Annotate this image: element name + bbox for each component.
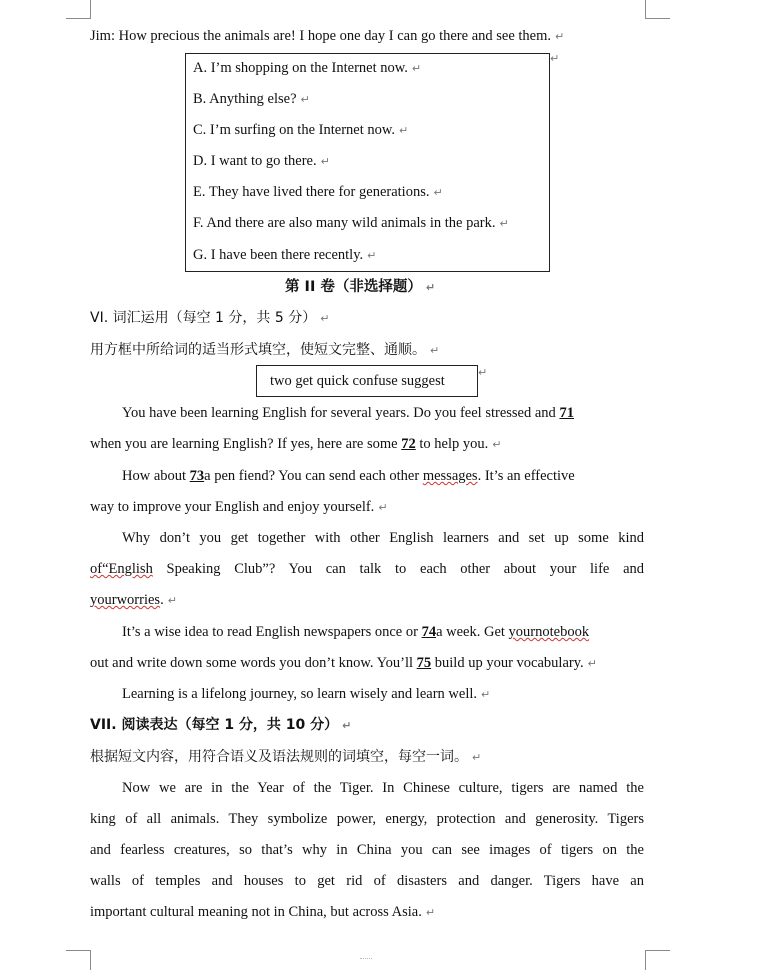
crop-mark-bottom-right xyxy=(645,950,670,970)
passage-6-line-8: It’s a wise idea to read English newspapers once or 74a week. Get yournotebook xyxy=(122,624,590,640)
crop-mark-bottom-left xyxy=(66,950,91,970)
blank-71: 71 xyxy=(559,405,574,421)
passage-6-line-6: of“English Speaking Club”? You can talk to each other about your life and xyxy=(90,561,645,577)
passage-7-line-3: and fearless creatures, so that’s why in China you can see images of tigers on the xyxy=(90,842,644,858)
word-box-end-mark: ↵ xyxy=(478,366,488,379)
passage-6-line-9: out and write down some words you don’t know. You’ll 75 build up your vocabulary. ↵ xyxy=(90,655,597,671)
page-footer-mark xyxy=(360,958,372,963)
dialog-text: Jim: How precious the animals are! I hope one day I can go there and see them. xyxy=(90,28,552,44)
word-box xyxy=(256,365,478,397)
option-a: A. I’m shopping on the Internet now. ↵ xyxy=(193,60,422,76)
passage-7-line-2: king of all animals. They symbolize power, energy, protection and generosity. Tigers xyxy=(90,811,644,827)
passage-7-line-4: walls of temples and houses to get rid of disasters and danger. Tigers have an xyxy=(90,873,644,889)
crop-mark-top-right xyxy=(645,0,670,19)
blank-75: 75 xyxy=(416,655,432,671)
options-box xyxy=(185,53,550,272)
options-box-end-mark: ↵ xyxy=(550,52,560,65)
option-g: G. I have been there recently. ↵ xyxy=(193,247,377,263)
part-2-title: 第 II 卷（非选择题） ↵ xyxy=(285,279,436,295)
blank-73: 73 xyxy=(189,468,205,484)
passage-7-line-1: Now we are in the Year of the Tiger. In Chinese culture, tigers are named the xyxy=(122,780,644,796)
word-box-words: two get quick confuse suggest xyxy=(270,373,445,389)
option-f: F. And there are also many wild animals in the park. ↵ xyxy=(193,215,509,231)
passage-6-line-3: How about 73a pen fiend? You can send each other messages. It’s an effective xyxy=(122,468,575,484)
passage-7-line-5: important cultural meaning not in China, but across Asia. ↵ xyxy=(90,904,436,920)
passage-6-line-10: Learning is a lifelong journey, so learn wisely and learn well. ↵ xyxy=(122,686,491,702)
passage-6-line-2: when you are learning English? If yes, here are some 72 to help you. ↵ xyxy=(90,436,502,452)
option-d: D. I want to go there. ↵ xyxy=(193,153,330,169)
option-e: E. They have lived there for generations. ↵ xyxy=(193,184,443,200)
spellcheck-word: of“English xyxy=(90,561,153,577)
section-6-instruction: 用方框中所给词的适当形式填空，使短文完整、通顺。 ↵ xyxy=(90,342,440,358)
section-7-title: VII. 阅读表达（每空 1 分，共 10 分） ↵ xyxy=(90,717,352,733)
passage-6-line-4: way to improve your English and enjoy yourself. ↵ xyxy=(90,499,388,515)
crop-mark-top-left xyxy=(66,0,91,19)
section-7-instruction: 根据短文内容，用符合语义及语法规则的词填空，每空一词。 ↵ xyxy=(90,749,482,765)
passage-6-line-1: You have been learning English for several years. Do you feel stressed and 71 xyxy=(122,405,574,421)
paragraph-mark: ↵ xyxy=(555,30,565,43)
spellcheck-word: yournotebook xyxy=(508,624,590,640)
passage-6-line-7: yourworries. ↵ xyxy=(90,592,177,608)
dialog-line-jim xyxy=(90,26,564,47)
blank-72: 72 xyxy=(401,436,416,452)
spellcheck-word: yourworries xyxy=(90,592,161,608)
passage-6-line-5: Why don’t you get together with other English learners and set up some kind xyxy=(122,530,644,546)
blank-74: 74 xyxy=(421,624,437,640)
spellcheck-word: messages xyxy=(422,468,478,484)
section-6-title: VI. 词汇运用（每空 1 分，共 5 分） ↵ xyxy=(90,310,330,326)
option-b: B. Anything else? ↵ xyxy=(193,91,310,107)
option-c: C. I’m surfing on the Internet now. ↵ xyxy=(193,122,409,138)
